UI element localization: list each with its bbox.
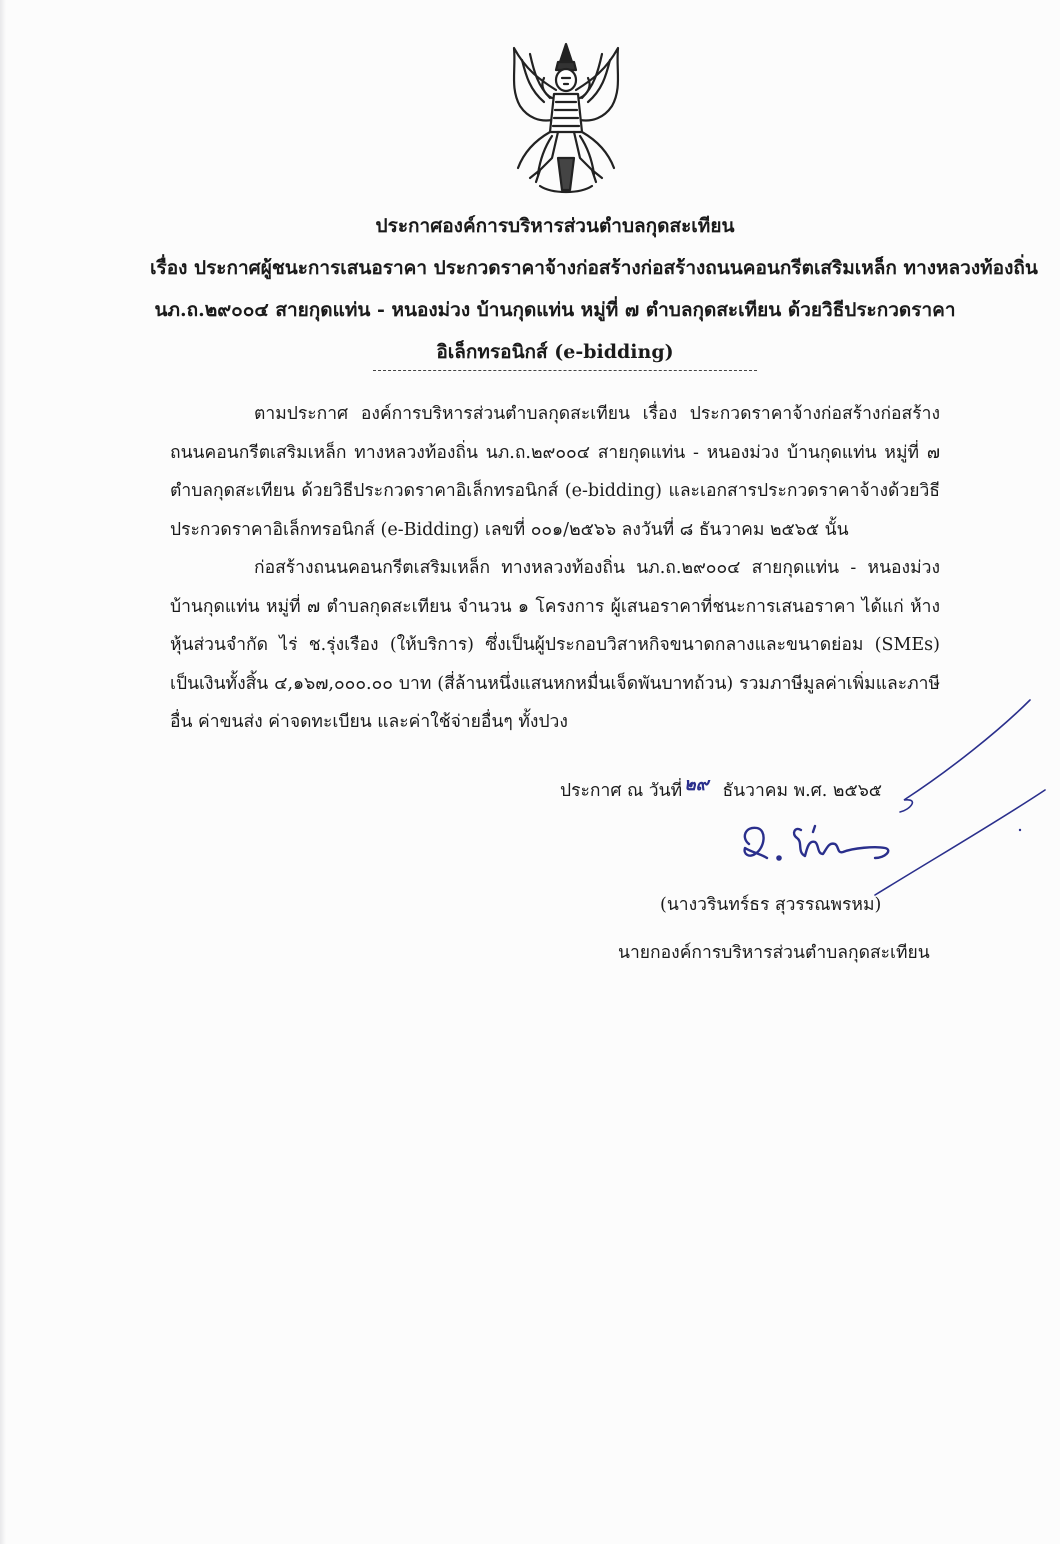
document-body — [170, 395, 940, 742]
dashed-divider — [373, 370, 757, 371]
announce-month-year: ธันวาคม พ.ศ. ๒๕๖๕ — [722, 781, 883, 801]
signature-ink-stroke-icon — [830, 690, 1060, 920]
signatory-name: (นางวรินทร์ธร สุวรรณพรหม) — [660, 895, 882, 915]
title-line: เรื่อง ประกาศผู้ชนะการเสนอราคา ประกวดราคาจ้างก่อสร้างก่อสร้างถนนคอนกรีตเสริมเหล็ก ทางหลวงท้องถิ่น — [150, 257, 1038, 279]
announce-date — [560, 776, 882, 804]
handwritten-signature-icon — [735, 808, 915, 878]
signatory-position: นายกองค์การบริหารส่วนตำบลกุดสะเทียน — [618, 943, 930, 963]
title-line: อิเล็กทรอนิกส์ (e-bidding) — [436, 341, 674, 363]
document-title — [150, 205, 1038, 373]
body-paragraph: ก่อสร้างถนนคอนกรีตเสริมเหล็ก ทางหลวงท้องถิ่น นภ.ถ.๒๙๐๐๔ สายกุดแท่น - หนองม่วง บ้านกุดแท่น หมู่ที่ ๗ ตำบลกุดสะเทียน จำนวน ๑ โครงการ ผู้เสนอราคาที่ชนะการเสนอราคา ได้แก่ ห้างหุ้นส่วนจำกัด ไร่ ช.รุ่งเรือง (ให้บริการ) ซึ่งเป็นผู้ประกอบวิสาหกิจขนาดกลางและขนาดย่อม (SMEs) เป็นเงินทั้งสิ้น ๔,๑๖๗,๐๐๐.๐๐ บาท (สี่ล้านหนึ่งแสนหกหมื่นเจ็ดพันบาทถ้วน) รวมภาษีมูลค่าเพิ่มและภาษีอื่น ค่าขนส่ง ค่าจดทะเบียน และค่าใช้จ่ายอื่นๆ ทั้งปวง — [170, 558, 940, 732]
title-line: ประกาศองค์การบริหารส่วนตำบลกุดสะเทียน — [375, 215, 735, 237]
scan-edge — [0, 0, 6, 1544]
title-line: นภ.ถ.๒๙๐๐๔ สายกุดแท่น - หนองม่วง บ้านกุดแท่น หมู่ที่ ๗ ตำบลกุดสะเทียน ด้วยวิธีประกวดราคา — [154, 299, 956, 321]
announce-day-handwritten: ๒๙ — [684, 775, 709, 795]
announce-prefix: ประกาศ ณ วันที่ — [560, 781, 683, 801]
body-paragraph: ตามประกาศ องค์การบริหารส่วนตำบลกุดสะเทียน เรื่อง ประกวดราคาจ้างก่อสร้างก่อสร้างถนนคอนกรีตเสริมเหล็ก ทางหลวงท้องถิ่น นภ.ถ.๒๙๐๐๔ สายกุดแท่น - หนองม่วง บ้านกุดแท่น หมู่ที่ ๗ ตำบลกุดสะเทียน ด้วยวิธีประกวดราคาอิเล็กทรอนิกส์ (e-bidding) และเอกสารประกวดราคาจ้างด้วยวิธีประกวดราคาอิเล็กทรอนิกส์ (e-Bidding) เลขที่ ๐๐๑/๒๕๖๖ ลงวันที่ ๘ ธันวาคม ๒๕๖๕ นั้น — [170, 404, 940, 540]
garuda-emblem-icon — [500, 40, 632, 205]
